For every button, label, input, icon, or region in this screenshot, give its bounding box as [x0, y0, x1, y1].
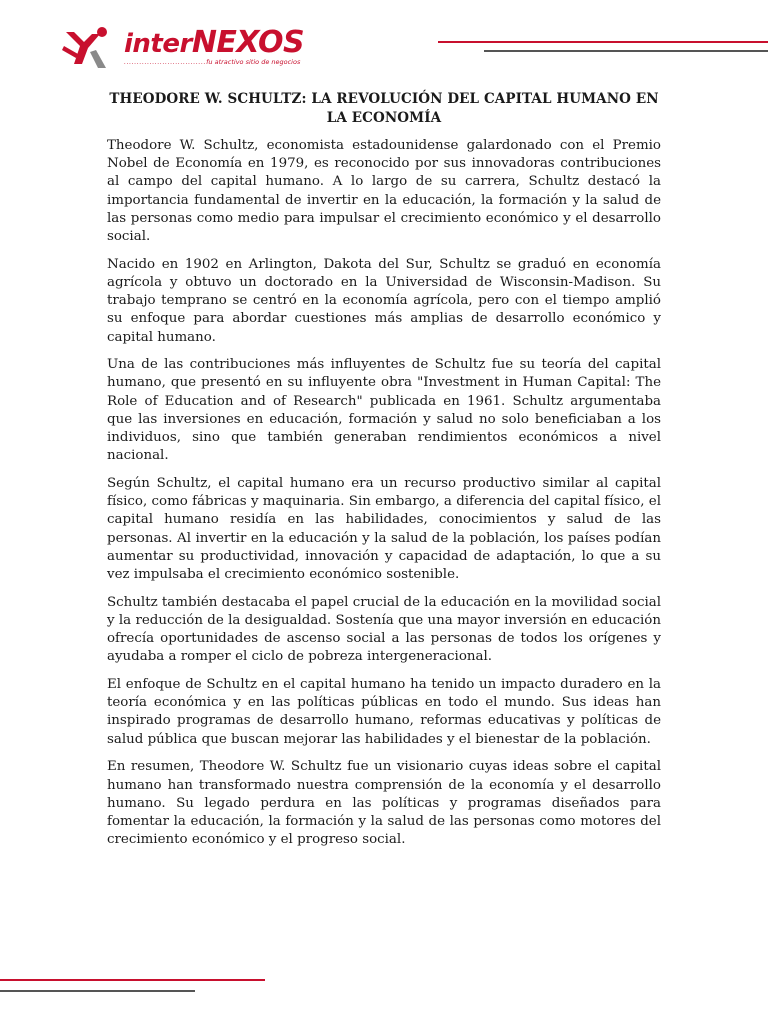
- title-line-1: THEODORE W. SCHULTZ: LA REVOLUCIÓN DEL CAPITAL HUMANO EN: [109, 91, 659, 107]
- footer-divider-gray: [0, 990, 195, 992]
- paragraph: Según Schultz, el capital humano era un recurso productivo similar al capital físico, como fábricas y maquinaria. Sin embargo, a diferencia del capital físico, el capital humano residía en las habilidades, conocimientos y salud de las personas. Al invertir en la educación y la salud de la población, los países podían aumentar su productividad, innovación y capacidad de adaptación, lo que a su vez impulsaba el crecimiento económico sostenible.: [107, 475, 661, 582]
- page-header: [0, 0, 768, 90]
- document-body: [107, 90, 661, 859]
- internexos-logo: [60, 24, 320, 74]
- header-divider-red: [438, 41, 768, 43]
- document-title: [107, 90, 661, 128]
- paragraph: Schultz también destacaba el papel crucial de la educación en la movilidad social y la reducción de la desigualdad. Sostenía que una mayor inversión en educación ofrecía oportunidades de ascenso social a las personas de todos los orígenes y ayudaba a romper el ciclo de pobreza intergeneracional.: [107, 594, 661, 665]
- paragraph: En resumen, Theodore W. Schultz fue un visionario cuyas ideas sobre el capital humano han transformado nuestra comprensión de la economía y el desarrollo humano. Su legado perdura en las políticas y programas diseñados para fomentar la educación, la formación y la salud de las personas como motores del crecimiento económico y el progreso social.: [107, 759, 661, 848]
- logo-figure-icon: [60, 24, 120, 72]
- logo-dots: ................................: [124, 58, 207, 66]
- title-line-2: LA ECONOMÍA: [326, 110, 442, 126]
- logo-brand: NEXOS: [191, 25, 305, 60]
- logo-prefix: inter: [124, 29, 192, 59]
- paragraph: Una de las contribuciones más influyentes de Schultz fue su teoría del capital humano, que presentó en su influyente obra "Investment in Human Capital: The Role of Education and of Research" publicada en 1961. Schultz argumentaba que las inversiones en educación, formación y salud no solo beneficiaban a los individuos, sino que también generaban rendimientos económicos a nivel nacional.: [107, 357, 661, 464]
- paragraph: Theodore W. Schultz, economista estadounidense galardonado con el Premio Nobel de Economía en 1979, es reconocido por sus innovadoras contribuciones al campo del capital humano. A lo largo de su carrera, Schultz destacó la importancia fundamental de invertir en la educación, la formación y la salud de las personas como medio para impulsar el crecimiento económico y el desarrollo social.: [107, 138, 661, 245]
- logo-tagline-text: fu atractivo sitio de negocios: [206, 58, 301, 66]
- header-divider-gray: [484, 50, 768, 52]
- logo-tagline: [124, 58, 300, 66]
- paragraph: Nacido en 1902 en Arlington, Dakota del Sur, Schultz se graduó en economía agrícola y obtuvo un doctorado en la Universidad de Wisconsin-Madison. Su trabajo temprano se centró en la economía agrícola, pero con el tiempo amplió su enfoque para abordar cuestiones más amplias de desarrollo económico y capital humano.: [107, 256, 661, 345]
- footer-divider-red: [0, 979, 265, 981]
- logo-wordmark: [124, 25, 305, 60]
- paragraph: El enfoque de Schultz en el capital humano ha tenido un impacto duradero en la teoría económica y en las políticas públicas en todo el mundo. Sus ideas han inspirado programas de desarrollo humano, reformas educativas y políticas de salud pública que buscan mejorar las habilidades y el bienestar de la población.: [107, 676, 661, 747]
